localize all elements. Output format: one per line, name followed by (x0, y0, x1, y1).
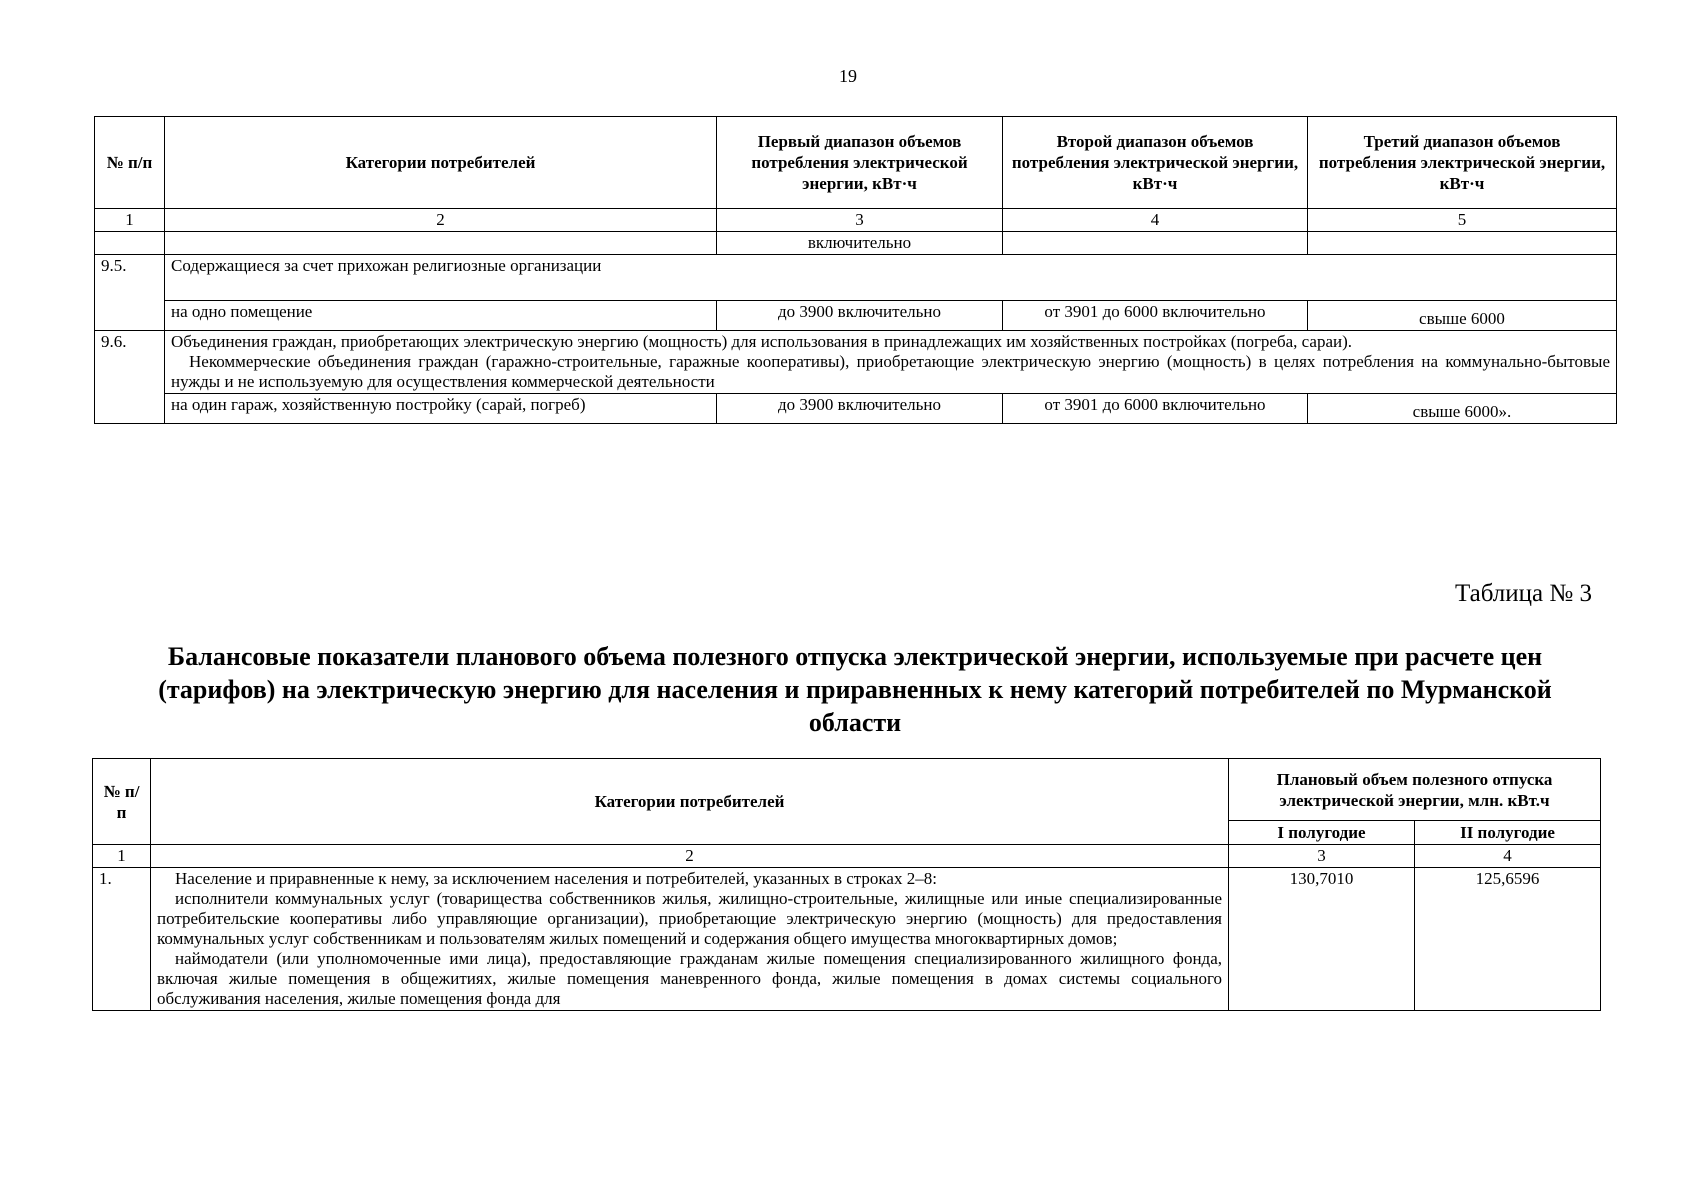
range3-value: свыше 6000 (1308, 301, 1617, 331)
row-number: 1. (93, 868, 151, 1011)
col-number: 3 (1229, 845, 1415, 868)
balance-indicators-table (92, 758, 1601, 1011)
range3-value: свыше 6000». (1308, 394, 1617, 424)
header-range3: Третий диапазон объемов потребления электрической энергии, кВт·ч (1308, 117, 1617, 209)
row-number: 9.5. (95, 255, 165, 331)
row-sub-label: на один гараж, хозяйственную постройку (сарай, погреб) (165, 394, 717, 424)
row-paragraph: Население и приравненные к нему, за исключением населения и потребителей, указанных в строках 2–8: (175, 869, 937, 888)
header-volume: Плановый объем полезного отпуска электрической энергии, млн. кВт.ч (1229, 759, 1601, 821)
row-paragraph: Объединения граждан, приобретающих электрическую энергию (мощность) для использования в принадлежащих им хозяйственных постройках (погреба, сараи). (171, 332, 1353, 351)
range2-value: от 3901 до 6000 включительно (1003, 394, 1308, 424)
row-sub-label: на одно помещение (165, 301, 717, 331)
half1-value: 130,7010 (1229, 868, 1415, 1011)
col-number: 3 (717, 209, 1003, 232)
row-paragraph: наймодатели (или уполномоченные ими лица), предоставляющие гражданам жилые помещения специализированного жилищного фонда, включая жилые помещения в общежитиях, жилые помещения маневренного фонда, жилые помещения в домах системы социального обслуживания населения, жилые помещения фонда для (157, 949, 1222, 1008)
header-half2: II полугодие (1415, 821, 1601, 845)
consumption-ranges-table (94, 116, 1617, 424)
header-category: Категории потребителей (151, 759, 1229, 845)
table-title: Балансовые показатели планового объема полезного отпуска электрической энергии, используемые при расчете цен (тарифов) на электрическую энергию для населения и приравненных к нему категорий потребителей по Мурманской области (158, 642, 1552, 737)
header-num: № п/п (93, 759, 151, 845)
row-number: 9.6. (95, 331, 165, 424)
col-number: 4 (1003, 209, 1308, 232)
range1-value: до 3900 включительно (717, 301, 1003, 331)
col-number: 5 (1308, 209, 1617, 232)
row-paragraph: исполнители коммунальных услуг (товарищества собственников жилья, жилищно-строительные, жилищные или иные специализированные потребительские кооперативы либо управляющие организации), приобретающие электрическую энергию (мощность) для предоставления коммунальных услуг собственникам и пользователям жилых помещений и содержания общего имущества многоквартирных домов; (157, 889, 1222, 948)
col-number: 1 (93, 845, 151, 868)
header-range2: Второй диапазон объемов потребления электрической энергии, кВт·ч (1003, 117, 1308, 209)
col-number: 1 (95, 209, 165, 232)
header-half1: I полугодие (1229, 821, 1415, 845)
range1-value: до 3900 включительно (717, 394, 1003, 424)
col-number: 2 (151, 845, 1229, 868)
header-num: № п/п (95, 117, 165, 209)
half2-value: 125,6596 (1415, 868, 1601, 1011)
continuation-text: включительно (717, 232, 1003, 255)
col-number: 2 (165, 209, 717, 232)
row-paragraph: Некоммерческие объединения граждан (гаражно-строительные, гаражные кооперативы), приобретающие электрическую энергию (мощность) в целях потребления на коммунально-бытовые нужды и не используемую для осуществления коммерческой деятельности (171, 352, 1610, 391)
range2-value: от 3901 до 6000 включительно (1003, 301, 1308, 331)
table-label: Таблица № 3 (1454, 580, 1592, 607)
header-range1: Первый диапазон объемов потребления электрической энергии, кВт·ч (717, 117, 1003, 209)
header-category: Категории потребителей (165, 117, 717, 209)
col-number: 4 (1415, 845, 1601, 868)
page-number: 19 (839, 66, 857, 86)
row-title: Содержащиеся за счет прихожан религиозные организации (165, 255, 1617, 301)
